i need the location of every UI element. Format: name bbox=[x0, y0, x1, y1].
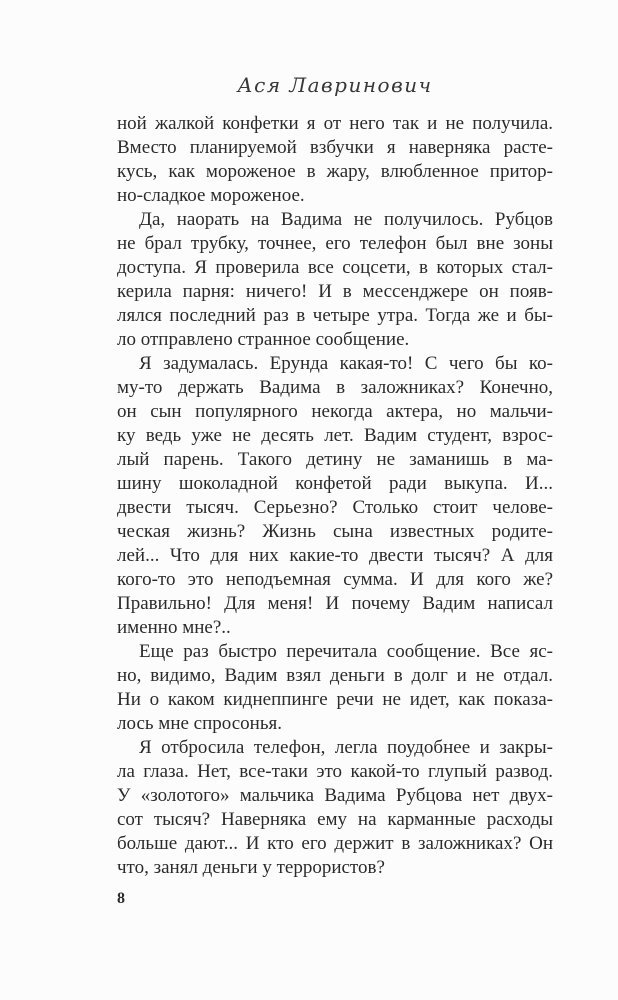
text-line: Я задумалась. Ерунда какая-то! С чего бы ко- bbox=[139, 353, 553, 374]
text-line: му-то держать Вадима в заложниках? Конечно, bbox=[117, 377, 553, 398]
paragraph bbox=[117, 736, 553, 880]
text-line: шину шоколадной конфетой ради выкупа. И... bbox=[117, 473, 553, 494]
text-line: Да, наорать на Вадима не получилось. Рубцов bbox=[139, 209, 553, 230]
text-line: что, занял деньги у террористов? bbox=[117, 857, 385, 878]
text-line: двести тысяч. Серьезно? Столько стоит челове- bbox=[117, 497, 553, 518]
paragraph bbox=[117, 640, 553, 736]
text-line: ла глаза. Нет, все-таки это какой-то глупый развод. bbox=[117, 761, 553, 782]
paragraph bbox=[117, 112, 553, 208]
text-block bbox=[117, 112, 553, 880]
text-line: Ни о каком киднеппинге речи не идет, как показа- bbox=[117, 689, 553, 710]
text-line: лый парень. Такого детину не заманишь в ма- bbox=[117, 449, 553, 470]
text-line: кусь, как мороженое в жару, влюбленное притор- bbox=[117, 161, 553, 182]
text-line: кого-то это неподъемная сумма. И для кого же? bbox=[117, 569, 553, 590]
text-line: У «золотого» мальчика Вадима Рубцова нет двух- bbox=[117, 785, 553, 806]
text-line: больше дают... И кто его держит в заложниках? Он bbox=[117, 833, 553, 854]
text-line: керила парня: ничего! И в мессенджере он появ- bbox=[117, 281, 553, 302]
text-line: ло отправлено странное сообщение. bbox=[117, 329, 410, 350]
text-line: но, видимо, Вадим взял деньги в долг и не отдал. bbox=[117, 665, 553, 686]
paragraph bbox=[117, 208, 553, 352]
text-line: ной жалкой конфетки я от него так и не получила. bbox=[117, 113, 553, 134]
paragraph bbox=[117, 352, 553, 640]
text-line: Еще раз быстро перечитала сообщение. Все яс- bbox=[139, 641, 553, 662]
text-line: лялся последний раз в четыре утра. Тогда же и бы- bbox=[117, 305, 553, 326]
text-line: сот тысяч? Наверняка ему на карманные расходы bbox=[117, 809, 553, 830]
text-line: Правильно! Для меня! И почему Вадим написал bbox=[117, 593, 553, 614]
page-number: 8 bbox=[117, 890, 125, 907]
text-line: лей... Что для них какие-то двести тысяч? А для bbox=[117, 545, 553, 566]
text-line: ческая жизнь? Жизнь сына известных родите- bbox=[117, 521, 553, 542]
text-line: он сын популярного некогда актера, но мальчи- bbox=[117, 401, 553, 422]
text-line: ку ведь уже не десять лет. Вадим студент, взрос- bbox=[117, 425, 553, 446]
text-line: доступа. Я проверила все соцсети, в которых стал- bbox=[117, 257, 553, 278]
text-line: Вместо планируемой взбучки я наверняка расте- bbox=[117, 137, 553, 158]
text-line: лось мне спросонья. bbox=[117, 713, 283, 734]
text-line: не брал трубку, точнее, его телефон был вне зоны bbox=[117, 233, 553, 254]
running-header-author: Ася Лавринович bbox=[237, 73, 433, 97]
text-line: Я отбросила телефон, легла поудобнее и закры- bbox=[139, 737, 553, 758]
text-line: именно мне?.. bbox=[117, 617, 231, 638]
text-line: но-сладкое мороженое. bbox=[117, 185, 305, 206]
